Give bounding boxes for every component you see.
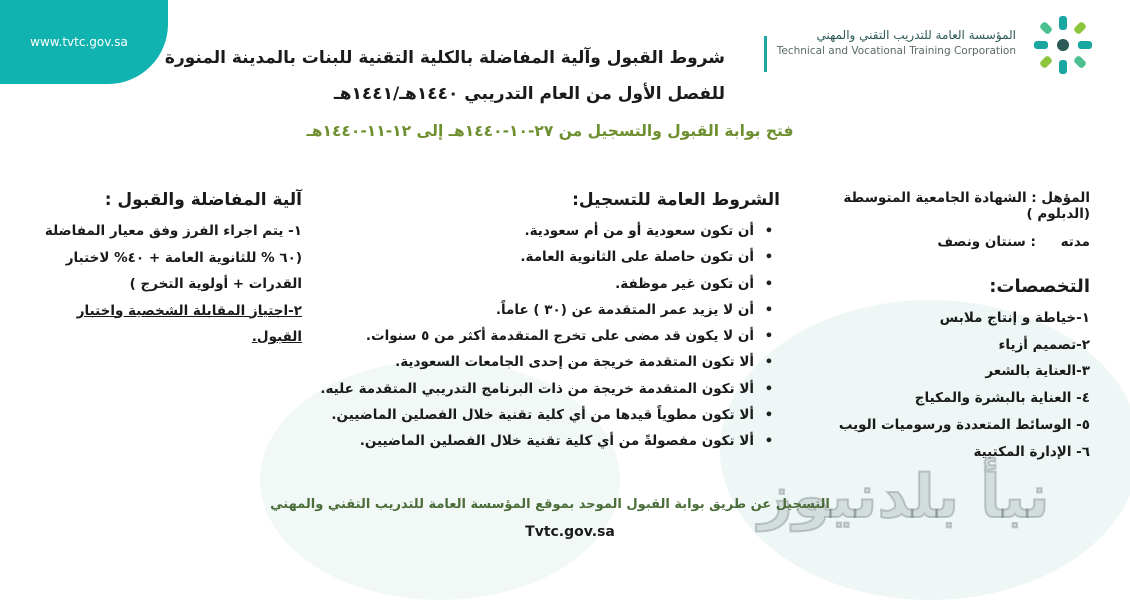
title-line-1: شروط القبول وآلية المفاضلة بالكلية التقنية للبنات بالمدينة المنورة xyxy=(164,48,725,68)
preference-line: القدرات + أولوية التخرج ) xyxy=(129,276,302,292)
condition-item: • ألا تكون المتقدمة خريجة من إحدى الجامعات السعودية. xyxy=(310,349,780,375)
preference-line: (٦٠ % للثانوية العامة + ٤٠% لاختبار xyxy=(65,249,302,266)
condition-item: • أن لا يزيد عمر المتقدمة عن (٣٠ ) عاماً. xyxy=(310,297,780,323)
website-url[interactable]: www.tvtc.gov.sa xyxy=(30,35,128,49)
qualification-duration xyxy=(790,234,1090,250)
website-badge[interactable] xyxy=(0,0,168,84)
preference-section xyxy=(34,190,302,351)
preference-heading: آلية المفاضلة والقبول : xyxy=(104,190,302,210)
specializations-heading: التخصصات: xyxy=(989,276,1090,297)
header-divider xyxy=(764,36,767,72)
condition-item: • ألا تكون مفصولةً من أي كلية تقنية خلال الفصلين الماضيين. xyxy=(310,428,780,454)
condition-item: • ألا تكون المتقدمة خريجة من ذات البرنامج التدريبي المتقدمة عليه. xyxy=(310,376,780,402)
duration-value: : سنتان ونصف xyxy=(937,234,1036,250)
registration-period: فتح بوابة القبول والتسجيل من ٢٧-١٠-١٤٤٠هـ إلى ١٢-١١-١٤٤٠هـ xyxy=(306,122,794,140)
footer-url[interactable]: Tvtc.gov.sa xyxy=(525,524,615,540)
tvtc-logo xyxy=(766,10,1096,80)
qualification-degree: المؤهل : الشهادة الجامعية المتوسطة (الدبلوم ) xyxy=(843,190,1090,222)
preference-line: ٢-اجتياز المقابلة الشخصية واختبار xyxy=(76,302,302,319)
condition-item: • أن تكون غير موظفة. xyxy=(310,271,780,297)
duration-label: مدته xyxy=(1060,234,1090,250)
condition-item: • أن لا يكون قد مضى على تخرج المتقدمة أكثر من ٥ سنوات. xyxy=(310,323,780,349)
specialization-item: ٣-العناية بالشعر xyxy=(985,363,1090,380)
condition-item: • أن تكون حاصلة على الثانوية العامة. xyxy=(310,244,780,270)
preference-line: القبول. xyxy=(251,329,302,345)
specializations-list xyxy=(790,305,1090,465)
specialization-item: ١-خياطة و إنتاج ملابس xyxy=(939,310,1090,326)
general-conditions-heading: الشروط العامة للتسجيل: xyxy=(572,190,780,210)
general-conditions-section xyxy=(310,190,780,455)
general-conditions-list xyxy=(310,218,780,455)
specialization-item: ٦- الإدارة المكتبية xyxy=(973,443,1090,460)
org-name-english: Technical and Vocational Training Corporation xyxy=(776,45,1016,57)
watermark: نبأ بلدنيوز xyxy=(758,462,1050,532)
page-title xyxy=(145,40,725,112)
specialization-item: ٢-تصميم أزياء xyxy=(998,336,1090,353)
qualification-section xyxy=(790,190,1090,465)
footer-note: التسجيل عن طريق بوابة القبول الموحد بموقع المؤسسة العامة للتدريب التقني والمهني xyxy=(270,497,830,512)
preference-line: ١- يتم اجراء الفرز وفق معيار المفاضلة xyxy=(44,223,302,239)
title-line-2: للفصل الأول من العام التدريبي ١٤٤٠هـ/١٤٤١هـ xyxy=(333,84,725,104)
condition-item: • أن تكون سعودية أو من أم سعودية. xyxy=(310,218,780,244)
specialization-item: ٥- الوسائط المتعددة ورسوميات الويب xyxy=(838,416,1090,433)
tvtc-logo-icon xyxy=(1030,12,1096,78)
preference-body xyxy=(34,218,302,351)
specialization-item: ٤- العناية بالبشرة والمكياج xyxy=(914,390,1090,407)
condition-item: • ألا تكون مطوياً قيدها من أي كلية تقنية خلال الفصلين الماضيين. xyxy=(310,402,780,428)
org-name-arabic: المؤسسة العامة للتدريب التقني والمهني xyxy=(816,28,1016,42)
